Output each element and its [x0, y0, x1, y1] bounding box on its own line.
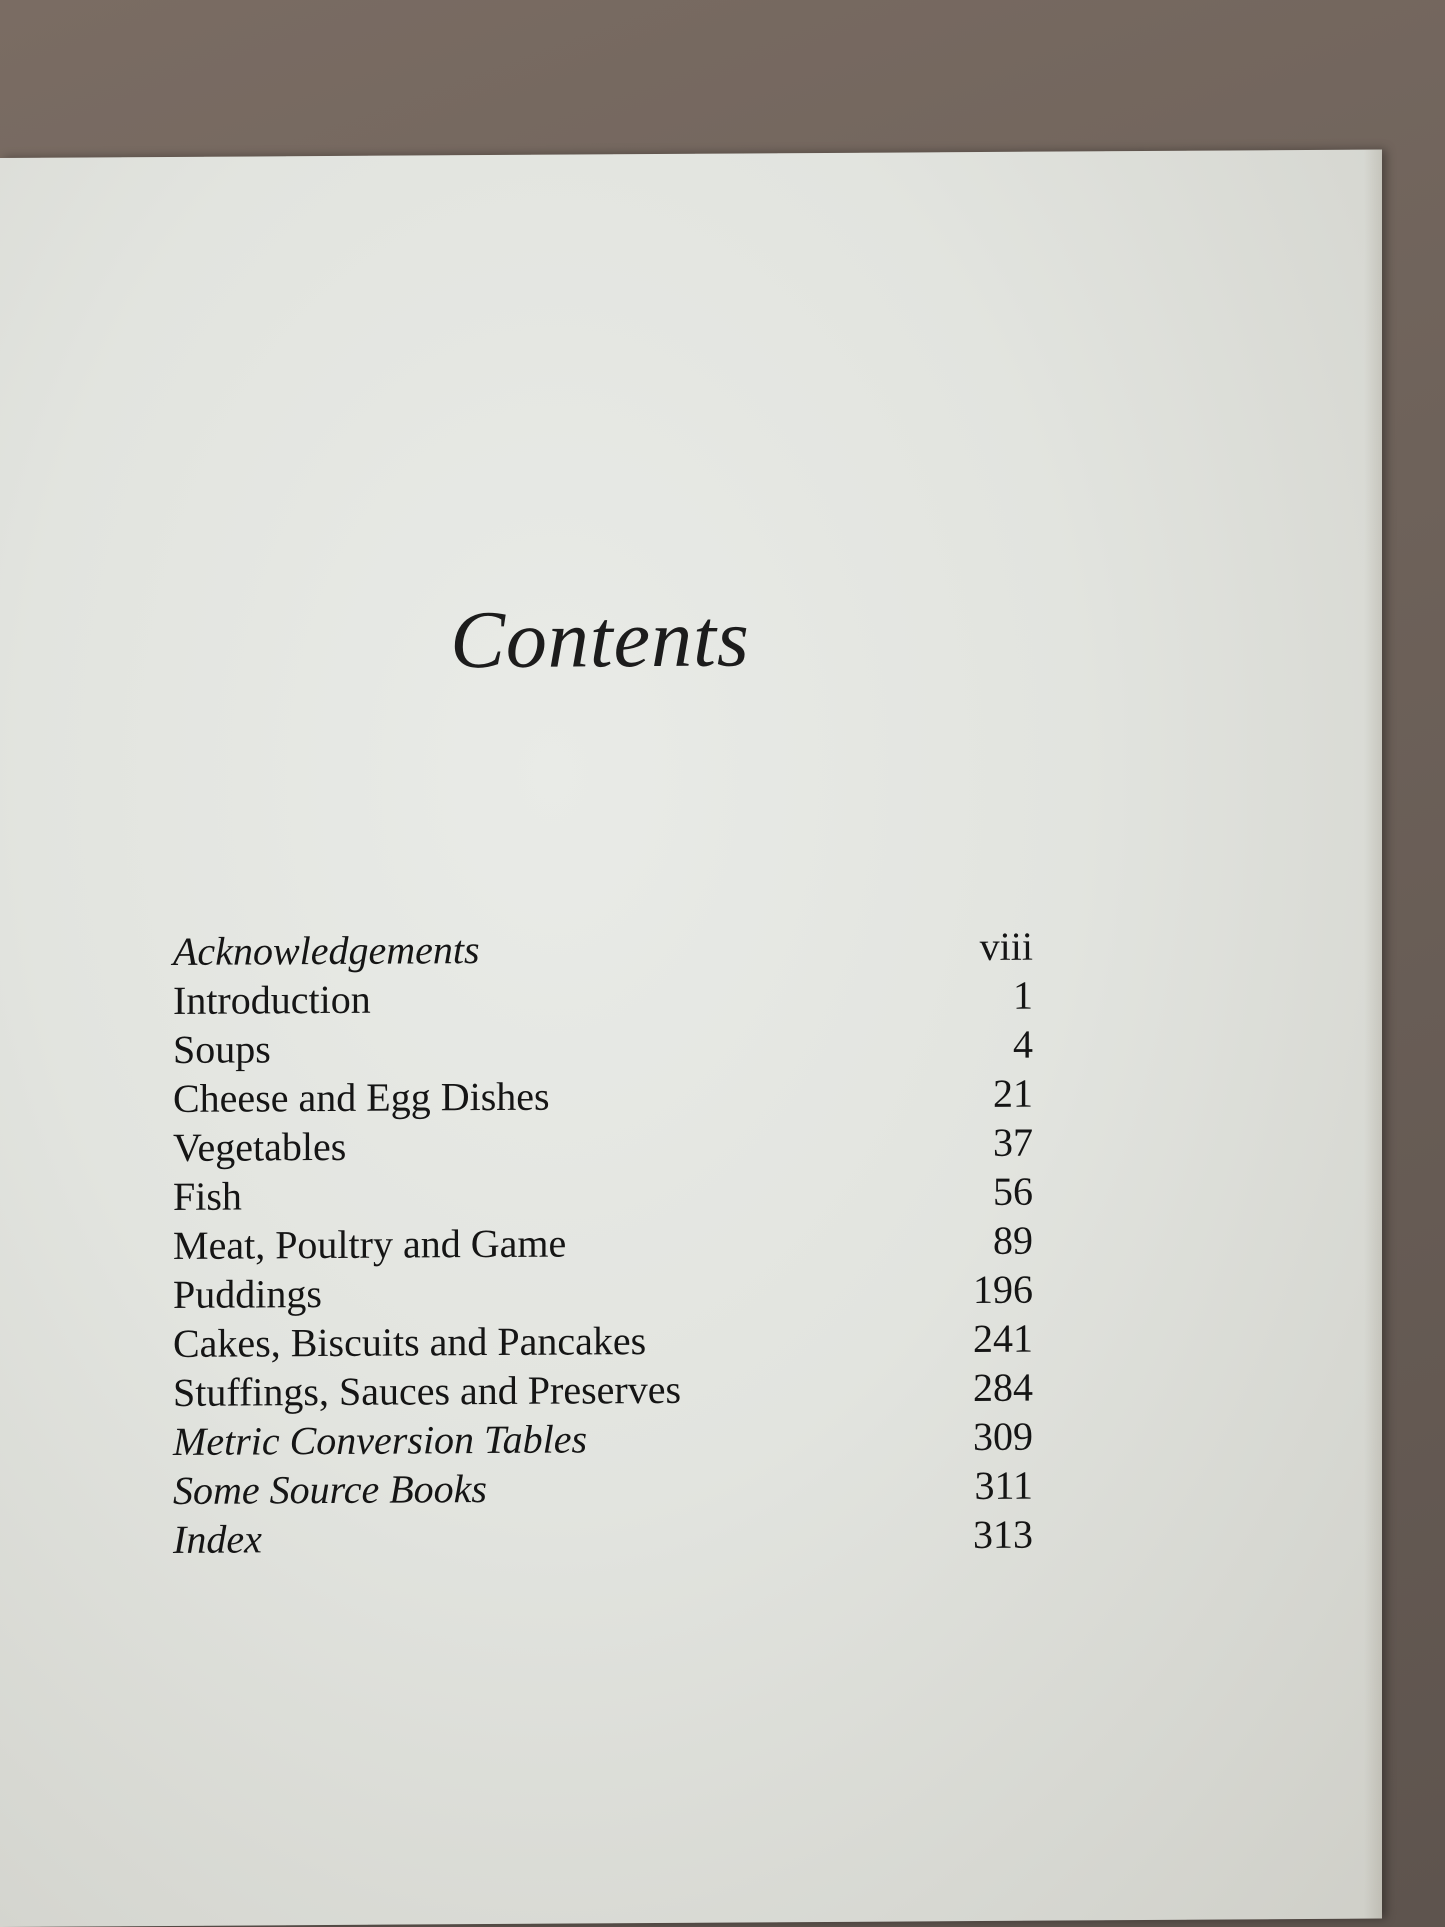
toc-entry	[173, 1265, 1033, 1319]
book-page	[0, 150, 1382, 1927]
toc-entry	[173, 1510, 1033, 1564]
toc-entry-label: Cakes, Biscuits and Pancakes	[173, 1318, 647, 1366]
toc-entry-page: 89	[993, 1217, 1033, 1263]
toc-entry	[173, 1461, 1033, 1515]
toc-entry-label: Some Source Books	[173, 1466, 487, 1513]
toc-entry-label: Cheese and Egg Dishes	[173, 1073, 550, 1121]
toc-entry	[173, 1216, 1033, 1270]
toc-entry	[173, 1069, 1033, 1123]
toc-entry-page: 56	[993, 1168, 1033, 1214]
toc-entry-label: Soups	[173, 1026, 271, 1072]
toc-entry-page: 284	[973, 1364, 1033, 1411]
toc-entry	[173, 1363, 1033, 1417]
toc-entry-page: 313	[973, 1511, 1033, 1558]
toc-entry-label: Introduction	[173, 976, 371, 1023]
toc-entry-label: Fish	[173, 1173, 242, 1219]
toc-entry-page: 309	[973, 1413, 1033, 1460]
toc-entry-label: Vegetables	[173, 1123, 347, 1170]
toc-entry-page: 196	[973, 1266, 1033, 1313]
toc-entry-page: 21	[993, 1070, 1033, 1116]
toc-entry-label: Stuffings, Sauces and Preserves	[173, 1366, 682, 1415]
toc-entry	[173, 1167, 1033, 1221]
page-title: Contents	[450, 592, 750, 686]
toc-entry-page: 311	[974, 1462, 1033, 1509]
toc-entry-label: Index	[173, 1516, 262, 1562]
toc-entry	[173, 1020, 1033, 1074]
toc-entry-label: Puddings	[173, 1271, 322, 1317]
toc-entry	[173, 971, 1033, 1025]
toc-entry-page: 241	[973, 1315, 1033, 1362]
toc-entry	[173, 922, 1033, 976]
toc-entry-page: 1	[1013, 972, 1033, 1018]
toc-entry-page: 37	[993, 1119, 1033, 1165]
page-edge	[1364, 150, 1382, 1919]
toc-entry-page: 4	[1013, 1021, 1033, 1067]
toc-entry-page: viii	[979, 923, 1033, 970]
toc-entry	[173, 1118, 1033, 1172]
toc-entry	[173, 1412, 1033, 1466]
toc-entry-label: Acknowledgements	[173, 927, 480, 974]
table-of-contents	[173, 922, 1033, 1564]
toc-entry-label: Meat, Poultry and Game	[173, 1220, 567, 1268]
toc-entry-label: Metric Conversion Tables	[173, 1416, 588, 1464]
toc-entry	[173, 1314, 1033, 1368]
